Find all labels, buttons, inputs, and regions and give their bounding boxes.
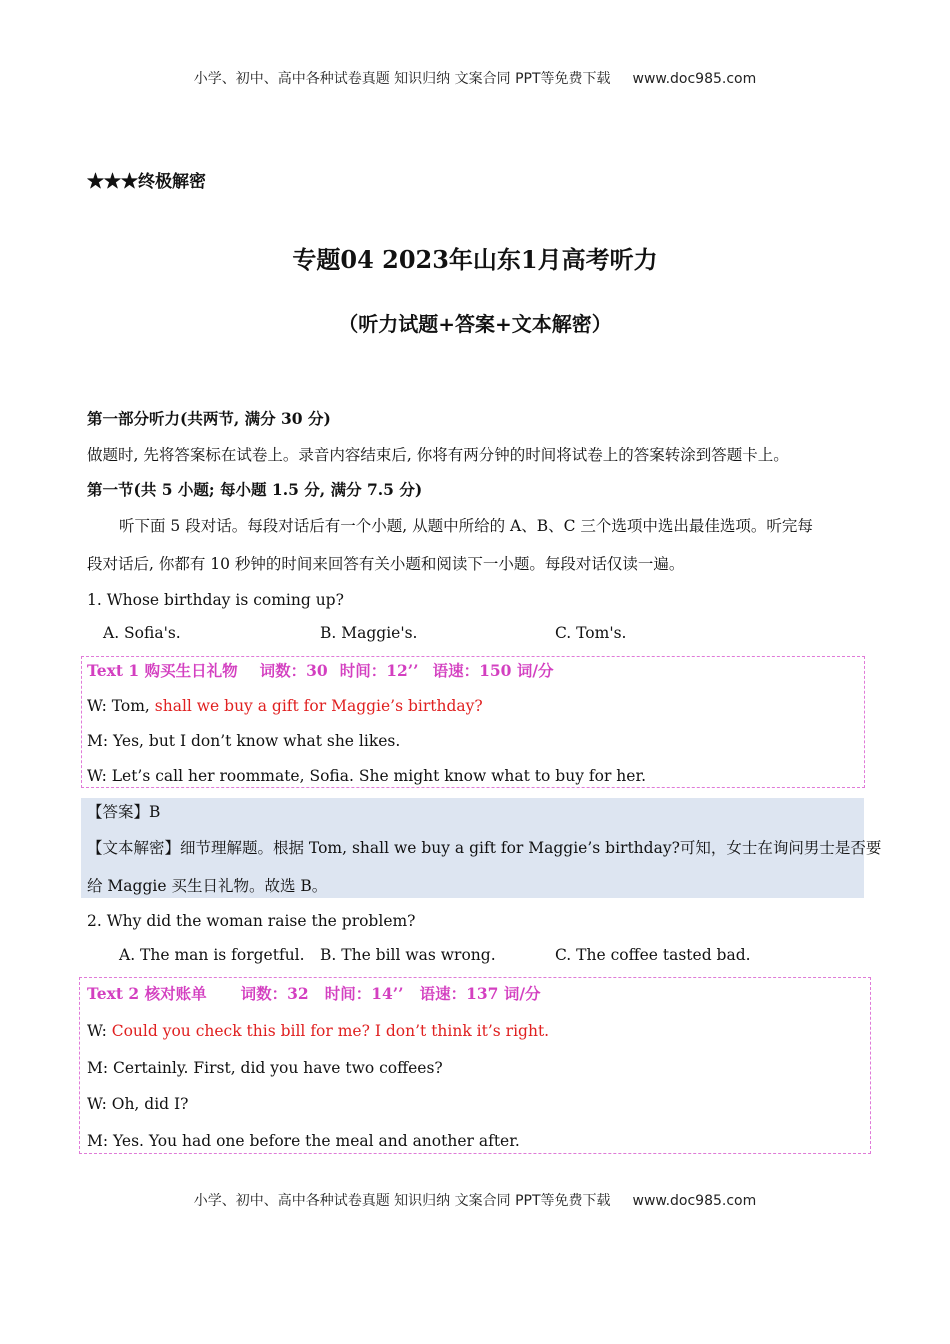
q2-dialogue-line [87, 1021, 549, 1041]
speaker: W: [87, 1095, 112, 1113]
q2-dialogue-line [87, 1058, 443, 1078]
page-title: 专题04 2023年山东1月高考听力 [292, 245, 658, 274]
q1-analysis-line1: 【文本解密】细节理解题。根据 Tom, shall we buy a gift for Maggie’s birthday?可知，女士在询问男士是否要 [87, 839, 882, 857]
q2-dialogue-line [87, 1131, 520, 1151]
speaker: M: [87, 732, 114, 750]
part1-heading: 第一部分听力(共两节, 满分 30 分) [87, 409, 331, 428]
q1-answer: 【答案】B [87, 803, 161, 821]
dialogue-highlight: shall we buy a gift for Maggie’s birthday? [154, 697, 483, 715]
q2-option-c: C. The coffee tasted bad. [555, 946, 751, 964]
footer-text: 小学、初中、高中各种试卷真题 知识归纳 文案合同 PPT等免费下载 [193, 1193, 611, 1209]
section-instruction-line1: 听下面 5 段对话。每段对话后有一个小题, 从题中所给的 A、B、C 三个选项中选出最佳选项。听完每 [119, 517, 813, 535]
text1-name: Text 1 购买生日礼物 [87, 661, 238, 680]
q2-question: 2. Why did the woman raise the problem? [87, 912, 416, 930]
q2-option-a: A. The man is forgetful. [119, 946, 305, 964]
dialogue-text: Yes. You had one before the meal and another after. [113, 1132, 520, 1150]
text1-speed: 语速：150 词/分 [432, 661, 554, 680]
q1-dialogue-line [87, 696, 483, 716]
page-header [0, 68, 950, 88]
header-url[interactable]: www.doc985.com [632, 71, 757, 87]
speaker: M: [87, 1059, 114, 1077]
text1-label [87, 661, 553, 681]
dialogue-text: Let’s call her roommate, Sofia. She might know what to buy for her. [111, 767, 647, 785]
header-text: 小学、初中、高中各种试卷真题 知识归纳 文案合同 PPT等免费下载 [193, 71, 611, 87]
section-instruction-line2: 段对话后, 你都有 10 秒钟的时间来回答有关小题和阅读下一小题。每段对话仅读一遍。 [87, 555, 685, 573]
speaker: W: [87, 767, 112, 785]
speaker: W: [87, 697, 112, 715]
q1-analysis-line2: 给 Maggie 买生日礼物。故选 B。 [87, 877, 328, 895]
footer-url[interactable]: www.doc985.com [632, 1193, 757, 1209]
speaker: M: [87, 1132, 114, 1150]
dialogue-text: Yes, but I don’t know what she likes. [113, 732, 401, 750]
part1-instruction: 做题时, 先将答案标在试卷上。录音内容结束后, 你将有两分钟的时间将试卷上的答案转涂到答题卡上。 [87, 446, 789, 464]
speaker: W: [87, 1022, 112, 1040]
text1-words: 词数：30 [259, 661, 328, 680]
text2-time: 时间：14’’ [324, 984, 404, 1003]
text2-speed: 语速：137 词/分 [419, 984, 541, 1003]
q2-option-b: B. The bill was wrong. [320, 946, 496, 964]
text1-time: 时间：12’’ [339, 661, 419, 680]
text2-words: 词数：32 [240, 984, 309, 1003]
dialogue-highlight: Could you check this bill for me? I don’t think it’s right. [111, 1022, 550, 1040]
text2-label [87, 984, 540, 1004]
q1-option-c: C. Tom's. [555, 624, 627, 642]
dialogue-text: Tom, [111, 697, 155, 715]
q1-option-b: B. Maggie's. [320, 624, 418, 642]
q1-option-a: A. Sofia's. [103, 624, 181, 642]
text2-name: Text 2 核对账单 [87, 984, 207, 1003]
q1-question: 1. Whose birthday is coming up? [87, 591, 344, 609]
q2-dialogue-line [87, 1094, 188, 1114]
q1-dialogue-line [87, 731, 400, 751]
dialogue-text: Oh, did I? [111, 1095, 189, 1113]
dialogue-text: Certainly. First, did you have two coffees? [113, 1059, 443, 1077]
page-footer [0, 1190, 950, 1210]
section-heading: 第一节(共 5 小题; 每小题 1.5 分, 满分 7.5 分) [87, 480, 423, 499]
tag-label: ★★★终极解密 [87, 172, 206, 192]
page-subtitle: （听力试题+答案+文本解密） [338, 312, 612, 336]
q1-dialogue-line [87, 766, 646, 786]
